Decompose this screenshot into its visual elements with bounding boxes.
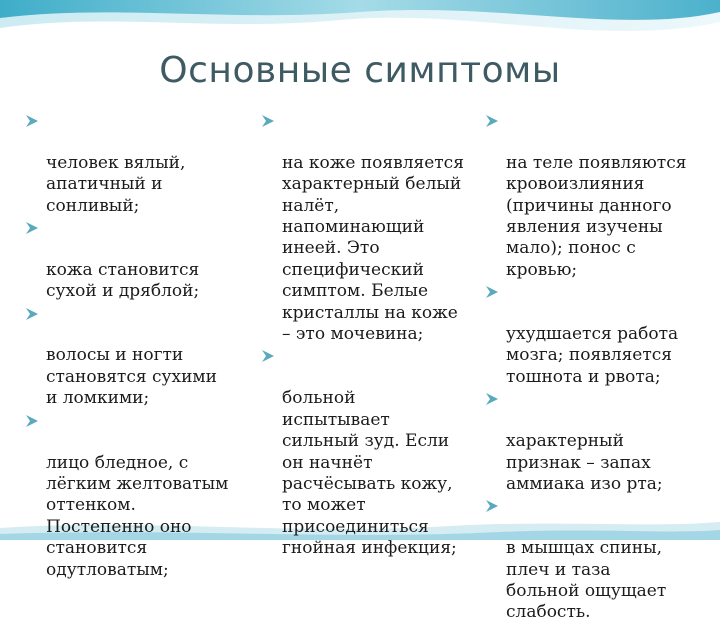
list-item xyxy=(482,388,714,495)
arrow-bullet-icon xyxy=(484,113,500,129)
list-item-text: волосы и ногти становятся сухими и ломкими; xyxy=(46,345,217,409)
slide-title: Основные симптомы xyxy=(159,50,561,91)
list-item-text: характерный признак – запах аммиака изо рта; xyxy=(506,431,663,494)
arrow-bullet-icon xyxy=(260,348,276,364)
list-item xyxy=(258,110,490,345)
column-3 xyxy=(482,110,714,624)
arrow-bullet-icon xyxy=(484,284,500,300)
list-item xyxy=(22,217,262,303)
list-item xyxy=(482,495,714,623)
list-item-text: на коже появляется характерный белый налёт, напоминающий инеей. Это специфический симптом. Белые кристаллы на коже – это мочевина; xyxy=(282,152,464,345)
list-item-text: ухудшается работа мозга; появляется тошнота и рвота; xyxy=(506,324,679,387)
arrow-bullet-icon xyxy=(484,498,500,514)
arrow-bullet-icon xyxy=(24,306,40,322)
list-item-text: в мышцах спины, плеч и таза больной ощущает слабость. xyxy=(506,538,667,623)
list-item xyxy=(258,345,490,559)
arrow-bullet-icon xyxy=(24,220,40,236)
list-item-text: кожа становится сухой и дряблой; xyxy=(46,259,200,302)
list-item-text: на теле появляются кровоизлияния (причины данного явления изучены мало); понос с кровью; xyxy=(506,152,687,280)
arrow-bullet-icon xyxy=(484,391,500,407)
arrow-bullet-icon xyxy=(24,413,40,429)
list-item xyxy=(482,281,714,388)
column-2 xyxy=(258,110,490,560)
list-item xyxy=(22,410,262,581)
list-item xyxy=(22,303,262,410)
list-item-text: лицо бледное, с лёгким желтоватым оттенком. Постепенно оно становится одутловатым; xyxy=(46,452,229,580)
arrow-bullet-icon xyxy=(260,113,276,129)
list-item xyxy=(482,110,714,281)
arrow-bullet-icon xyxy=(24,113,40,129)
column-1 xyxy=(22,110,262,581)
list-item-text: больной испытывает сильный зуд. Если он начнёт расчёсывать кожу, то может присоединиться гнойная инфекция; xyxy=(282,388,457,559)
list-item xyxy=(22,110,262,217)
list-item-text: человек вялый, апатичный и сонливый; xyxy=(46,152,186,216)
